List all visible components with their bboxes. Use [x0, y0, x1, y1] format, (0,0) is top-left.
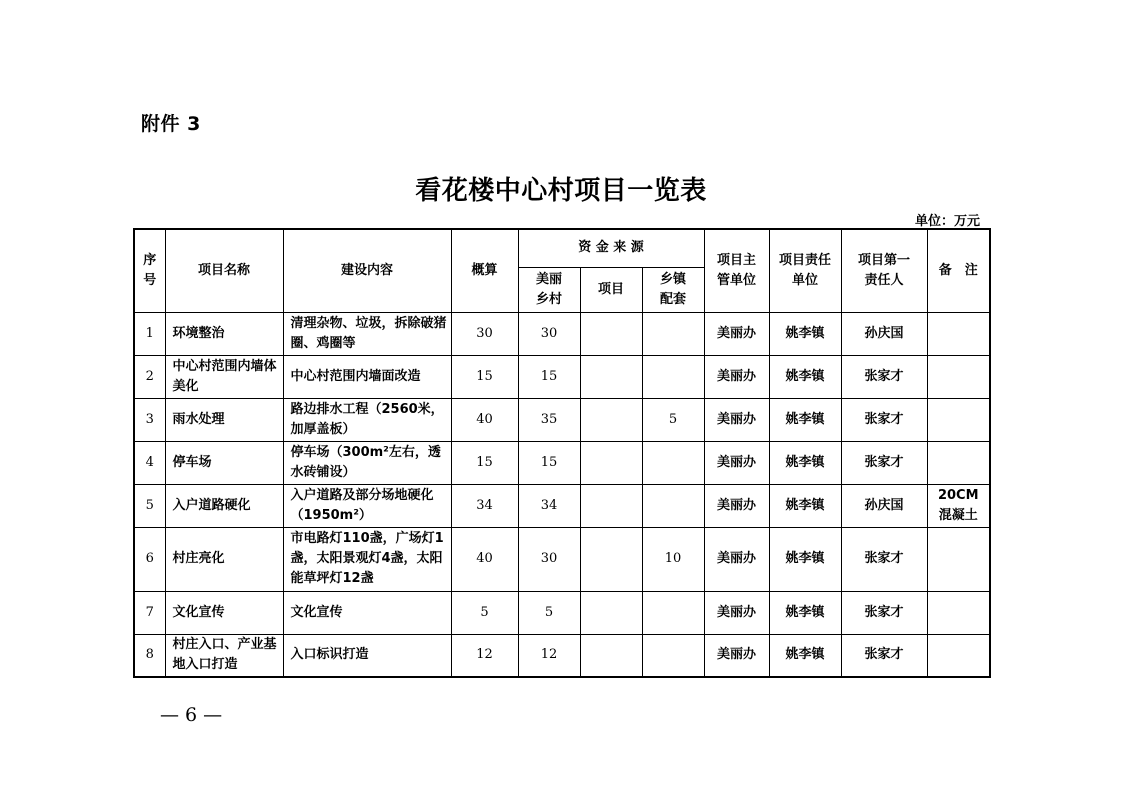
row-fund-project: [580, 634, 642, 677]
row-dept: 美丽办: [704, 441, 769, 484]
row-fund-project: [580, 312, 642, 355]
table-row: [134, 441, 990, 484]
row-content: 入户道路及部分场地硬化（1950m²）: [283, 484, 451, 527]
row-dept: 美丽办: [704, 527, 769, 591]
header-budget: 概算: [451, 229, 518, 312]
row-no: 2: [134, 355, 165, 398]
row-resp-unit: 姚李镇: [769, 591, 841, 634]
row-remark: [927, 312, 990, 355]
project-table: [133, 228, 991, 678]
row-fund-project: [580, 355, 642, 398]
row-no: 1: [134, 312, 165, 355]
row-fund-town: [642, 591, 704, 634]
attachment-label: 附件 3: [141, 113, 201, 135]
row-resp-unit: 姚李镇: [769, 398, 841, 441]
table-row: [134, 355, 990, 398]
row-no: 4: [134, 441, 165, 484]
row-resp-unit: 姚李镇: [769, 634, 841, 677]
row-fund-project: [580, 527, 642, 591]
row-budget: 15: [451, 355, 518, 398]
table-row: [134, 527, 990, 591]
row-name: 中心村范围内墙体美化: [165, 355, 283, 398]
row-first-resp: 张家才: [841, 355, 927, 398]
row-resp-unit: 姚李镇: [769, 484, 841, 527]
table-row: [134, 591, 990, 634]
row-fund-town: [642, 484, 704, 527]
row-fund-project: [580, 484, 642, 527]
row-no: 8: [134, 634, 165, 677]
row-content: 文化宣传: [283, 591, 451, 634]
header-remarks: 备 注: [927, 229, 990, 312]
row-fund-town: [642, 312, 704, 355]
row-remark: [927, 355, 990, 398]
row-fund-beautiful: 15: [518, 441, 580, 484]
row-remark: 20CM 混凝土: [927, 484, 990, 527]
row-fund-town: [642, 634, 704, 677]
row-fund-town: [642, 441, 704, 484]
row-first-resp: 孙庆国: [841, 312, 927, 355]
header-fund-town: 乡镇 配套: [642, 267, 704, 312]
row-first-resp: 张家才: [841, 398, 927, 441]
row-dept: 美丽办: [704, 398, 769, 441]
row-dept: 美丽办: [704, 312, 769, 355]
row-fund-project: [580, 398, 642, 441]
row-budget: 40: [451, 527, 518, 591]
row-content: 清理杂物、垃圾，拆除破猪圈、鸡圈等: [283, 312, 451, 355]
row-fund-beautiful: 5: [518, 591, 580, 634]
row-first-resp: 张家才: [841, 441, 927, 484]
row-dept: 美丽办: [704, 591, 769, 634]
row-content: 入口标识打造: [283, 634, 451, 677]
row-name: 村庄亮化: [165, 527, 283, 591]
row-remark: [927, 398, 990, 441]
row-fund-beautiful: 30: [518, 312, 580, 355]
header-dept: 项目主 管单位: [704, 229, 769, 312]
row-name: 文化宣传: [165, 591, 283, 634]
row-no: 3: [134, 398, 165, 441]
header-fund-beautiful: 美丽 乡村: [518, 267, 580, 312]
page-title: 看花楼中心村项目一览表: [415, 176, 707, 206]
row-resp-unit: 姚李镇: [769, 355, 841, 398]
row-name: 雨水处理: [165, 398, 283, 441]
row-remark: [927, 441, 990, 484]
row-name: 村庄入口、产业基地入口打造: [165, 634, 283, 677]
row-remark: [927, 527, 990, 591]
header-content: 建设内容: [283, 229, 451, 312]
header-fund-project: 项目: [580, 267, 642, 312]
row-budget: 40: [451, 398, 518, 441]
row-fund-beautiful: 15: [518, 355, 580, 398]
header-funding: 资 金 来 源: [518, 229, 704, 267]
row-resp-unit: 姚李镇: [769, 527, 841, 591]
row-fund-town: 10: [642, 527, 704, 591]
row-first-resp: 孙庆国: [841, 484, 927, 527]
row-name: 入户道路硬化: [165, 484, 283, 527]
row-content: 中心村范围内墙面改造: [283, 355, 451, 398]
row-fund-project: [580, 441, 642, 484]
row-budget: 15: [451, 441, 518, 484]
row-budget: 12: [451, 634, 518, 677]
row-fund-beautiful: 34: [518, 484, 580, 527]
row-fund-beautiful: 12: [518, 634, 580, 677]
row-no: 7: [134, 591, 165, 634]
row-fund-town: 5: [642, 398, 704, 441]
row-content: 市电路灯110盏，广场灯1盏，太阳景观灯4盏，太阳能草坪灯12盏: [283, 527, 451, 591]
header-resp-unit: 项目责任 单位: [769, 229, 841, 312]
header-name: 项目名称: [165, 229, 283, 312]
row-no: 5: [134, 484, 165, 527]
row-dept: 美丽办: [704, 484, 769, 527]
table-row: [134, 484, 990, 527]
row-budget: 34: [451, 484, 518, 527]
page-number: — 6 —: [160, 704, 223, 726]
row-fund-beautiful: 35: [518, 398, 580, 441]
row-fund-project: [580, 591, 642, 634]
row-remark: [927, 634, 990, 677]
row-resp-unit: 姚李镇: [769, 441, 841, 484]
table-row: [134, 634, 990, 677]
row-budget: 5: [451, 591, 518, 634]
row-no: 6: [134, 527, 165, 591]
header-seq: 序 号: [134, 229, 165, 312]
header-first-resp: 项目第一 责任人: [841, 229, 927, 312]
row-fund-beautiful: 30: [518, 527, 580, 591]
row-first-resp: 张家才: [841, 634, 927, 677]
row-remark: [927, 591, 990, 634]
row-dept: 美丽办: [704, 355, 769, 398]
row-first-resp: 张家才: [841, 591, 927, 634]
row-budget: 30: [451, 312, 518, 355]
row-fund-town: [642, 355, 704, 398]
row-first-resp: 张家才: [841, 527, 927, 591]
table-row: [134, 312, 990, 355]
unit-label: 单位：万元: [914, 214, 980, 229]
row-resp-unit: 姚李镇: [769, 312, 841, 355]
row-content: 停车场（300m²左右，透水砖铺设）: [283, 441, 451, 484]
row-content: 路边排水工程（2560米，加厚盖板）: [283, 398, 451, 441]
row-name: 停车场: [165, 441, 283, 484]
row-name: 环境整治: [165, 312, 283, 355]
row-dept: 美丽办: [704, 634, 769, 677]
table-row: [134, 398, 990, 441]
